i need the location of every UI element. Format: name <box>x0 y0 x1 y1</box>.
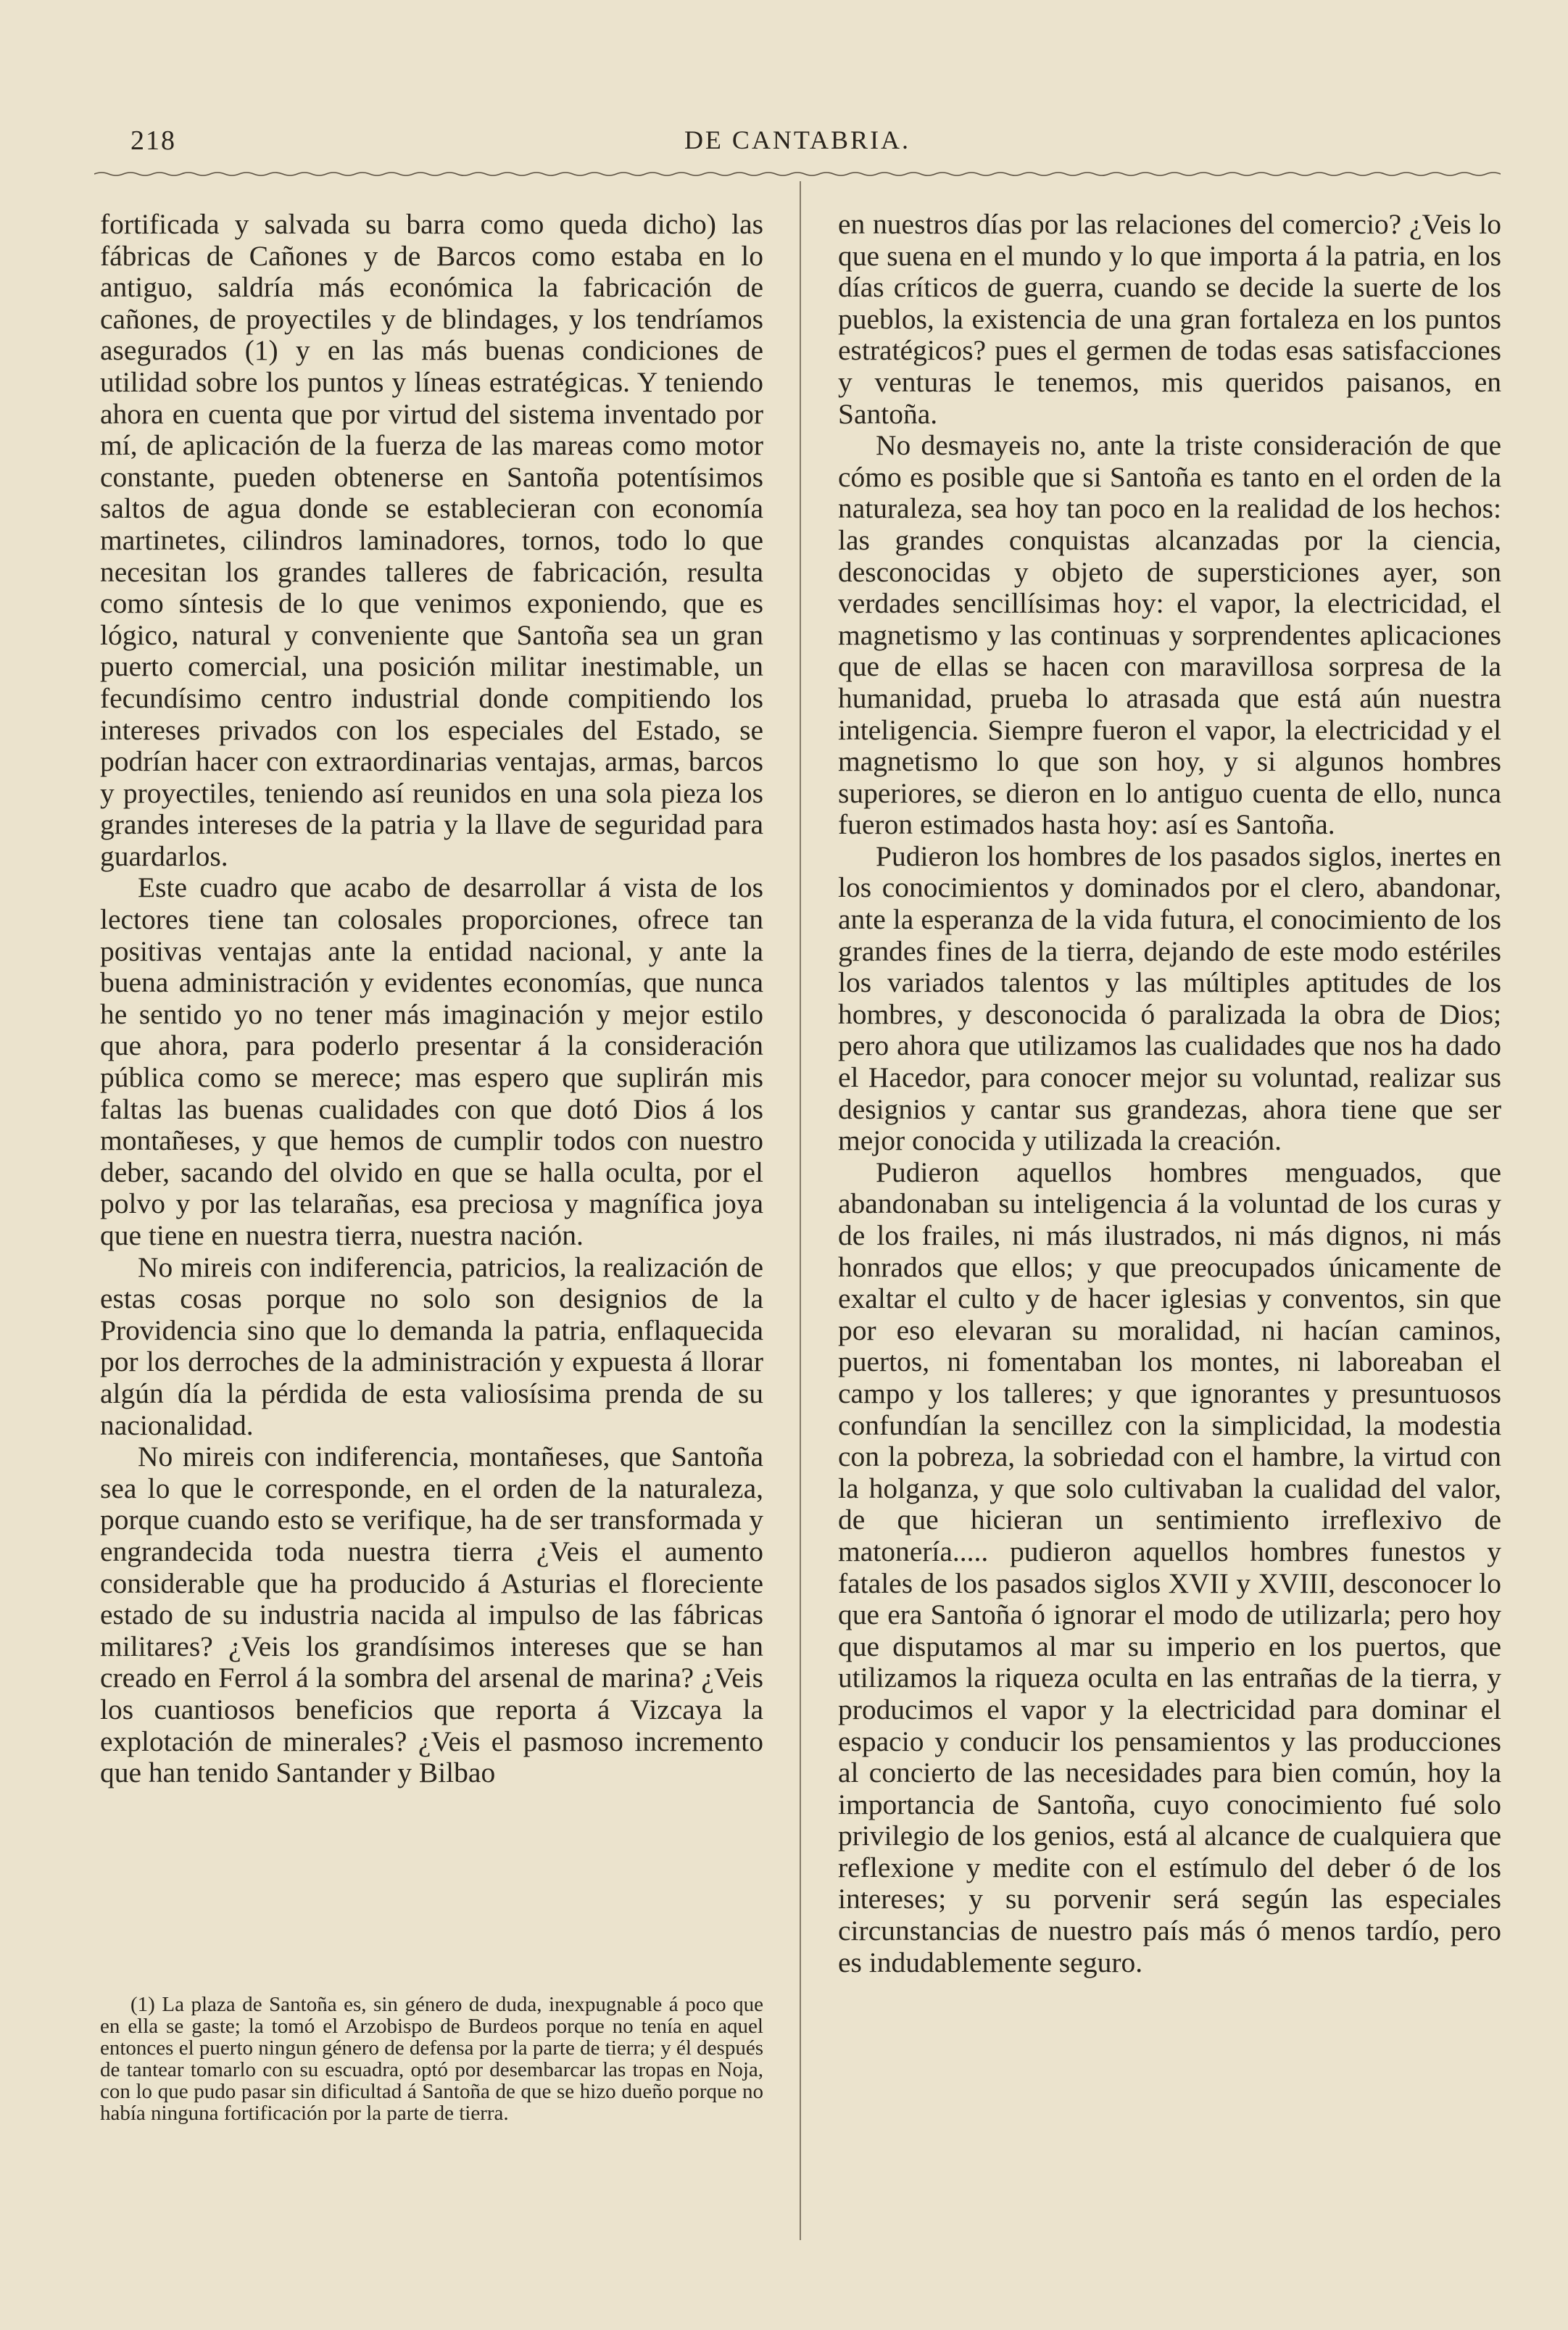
paragraph: No desmayeis no, ante la triste consideración de que cómo es posible que si Santoña es tanto en el orden de la naturaleza, sea hoy tan poco en la realidad de los hechos: las grandes conquistas alcanzadas por la ciencia, desconocidas y objeto de supersticiones ayer, son verdades sencillísimas hoy: el vapor, la electricidad, el magnetismo y las continuas y sorprendentes aplicaciones que de ellas se hacen con maravillosa sorpresa de la humanidad, prueba lo atrasada que está aún nuestra inteligencia. Siempre fueron el vapor, la electricidad y el magnetismo lo que son hoy, y si algunos hombres superiores, se dieron en lo antiguo cuenta de ello, nunca fueron estimados hasta hoy: así es Santoña. <box>838 429 1501 841</box>
left-column <box>100 209 763 1789</box>
footnote <box>100 1994 763 2124</box>
paragraph: No mireis con indiferencia, patricios, la realización de estas cosas porque no solo son designios de la Providencia sino que lo demanda la patria, enflaquecida por los derroches de la administración y expuesta á llorar algún día la pérdida de esta valiosísima prenda de su nacionalidad. <box>100 1251 763 1441</box>
paragraph: Pudieron los hombres de los pasados siglos, inertes en los conocimientos y dominados por el clero, abandonar, ante la esperanza de la vida futura, el conocimiento de los grandes fines de la tierra, dejando de este modo estériles los variados talentos y las múltiples aptitudes de los hombres, y desconocida ó paralizada la obra de Dios; pero ahora que utilizamos las cualidades que nos ha dado el Hacedor, para conocer mejor su voluntad, realizar sus designios y cantar sus grandezas, ahora tiene que ser mejor conocida y utilizada la creación. <box>838 839 1501 1157</box>
paragraph: fortificada y salvada su barra como queda dicho) las fábricas de Cañones y de Barcos como estaba en lo antiguo, saldría más económica la fabricación de cañones, de proyectiles y de blindages, y los tendríamos asegurados (1) y en las más buenas condiciones de utilidad sobre los puntos y líneas estratégicas. Y teniendo ahora en cuenta que por virtud del sistema inventado por mí, de aplicación de la fuerza de las mareas como motor constante, pueden obtenerse en Santoña potentísimos saltos de agua donde se establecieran con economía martinetes, cilindros laminadores, tornos, todo lo que necesitan los grandes talleres de fabricación, resulta como síntesis de lo que venimos exponiendo, que es lógico, natural y conveniente que Santoña sea un gran puerto comercial, una posición militar inestimable, un fecundísimo centro industrial donde compitiendo los intereses privados con los especiales del Estado, se podrían hacer con extraordinarias ventajas, armas, barcos y proyectiles, teniendo así reunidos en una sola pieza los grandes intereses de la patria y la llave de seguridad para guardarlos. <box>100 208 763 872</box>
right-column <box>838 209 1501 1978</box>
running-title: DE CANTABRIA. <box>684 125 911 154</box>
paragraph: en nuestros días por las relaciones del comercio? ¿Veis lo que suena en el mundo y lo que importa á la patria, en los días críticos de guerra, cuando se decide la suerte de los pueblos, la existencia de una gran fortaleza en los puntos estratégicos? pues el germen de todas esas satisfacciones y venturas le tenemos, mis queridos paisanos, en Santoña. <box>838 208 1501 430</box>
page-header <box>94 125 1501 168</box>
decorative-wavy-rule <box>94 171 1501 177</box>
paragraph: No mireis con indiferencia, montañeses, que Santoña sea lo que le corresponde, en el orden de la naturaleza, porque cuando esto se verifique, ha de ser transformada y engrandecida toda nuestra tierra ¿Veis el aumento considerable que ha producido á Asturias el floreciente estado de su industria nacida al impulso de las fábricas militares? ¿Veis los grandísimos intereses que se han creado en Ferrol á la sombra del arsenal de marina? ¿Veis los cuantiosos beneficios que reporta á Vizcaya la explotación de minerales? ¿Veis el pasmoso incremento que han tenido Santander y Bilbao <box>100 1440 763 1789</box>
paragraph: Este cuadro que acabo de desarrollar á vista de los lectores tiene tan colosales proporciones, ofrece tan positivas ventajas ante la entidad nacional, y ante la buena administración y evidentes economías, que nunca he sentido yo no tener más imaginación y mejor estilo que ahora, para poderlo presentar á la consideración pública como se merece; mas espero que suplirán mis faltas las buenas cualidades con que dotó Dios á los montañeses, y que hemos de cumplir todos con nuestro deber, sacando del olvido en que se halla oculta, por el polvo y por las telarañas, esa preciosa y magnífica joya que tiene en nuestra tierra, nuestra nación. <box>100 871 763 1251</box>
page-number: 218 <box>130 125 176 156</box>
paragraph: Pudieron aquellos hombres menguados, que abandonaban su inteligencia á la voluntad de los curas y de los frailes, ni más ilustrados, ni más dignos, ni más honrados que ellos; y que preocupados únicamente de exaltar el culto y de hacer iglesias y conventos, sin que por eso elevaran su moralidad, ni hacían caminos, puertos, ni fomentaban los montes, ni laboreaban el campo y los talleres; y que ignorantes y presuntuosos confundían la sencillez con la simplicidad, la modestia con la pobreza, la sobriedad con el hambre, la virtud con la holganza, y que solo cultivaban la cualidad del valor, de que hicieran un sentimiento irreflexivo de matonería..... pudieron aquellos hombres funestos y fatales de los pasados siglos XVII y XVIII, desconocer lo que era Santoña ó ignorar el modo de utilizarla; pero hoy que disputamos al mar su imperio en los puertos, que utilizamos la riqueza oculta en las entrañas de la tierra, y producimos el vapor y la electricidad para dominar el espacio y conducir los pensamientos y las producciones al concierto de las necesidades para bien común, hoy la importancia de Santoña, cuyo conocimiento fué solo privilegio de los genios, está al alcance de cualquiera que reflexione y medite con el estímulo del deber ó de los intereses; y su porvenir será según las especiales circunstancias de nuestro país más ó menos tardío, pero es indudablemente seguro. <box>838 1156 1501 1978</box>
column-divider <box>800 181 801 2240</box>
footnote-text: (1) La plaza de Santoña es, sin género de duda, inexpugnable á poco que en ella se gaste; la tomó el Arzobispo de Burdeos porque no tenía en aquel entonces el puerto ningun género de defensa por la parte de tierra; y él después de tantear tomarlo con su escuadra, optó por desembarcar las tropas en Noja, con lo que pudo pasar sin dificultad á Santoña de que se hizo dueño porque no había ninguna fortificación por la parte de tierra. <box>100 1993 763 2125</box>
